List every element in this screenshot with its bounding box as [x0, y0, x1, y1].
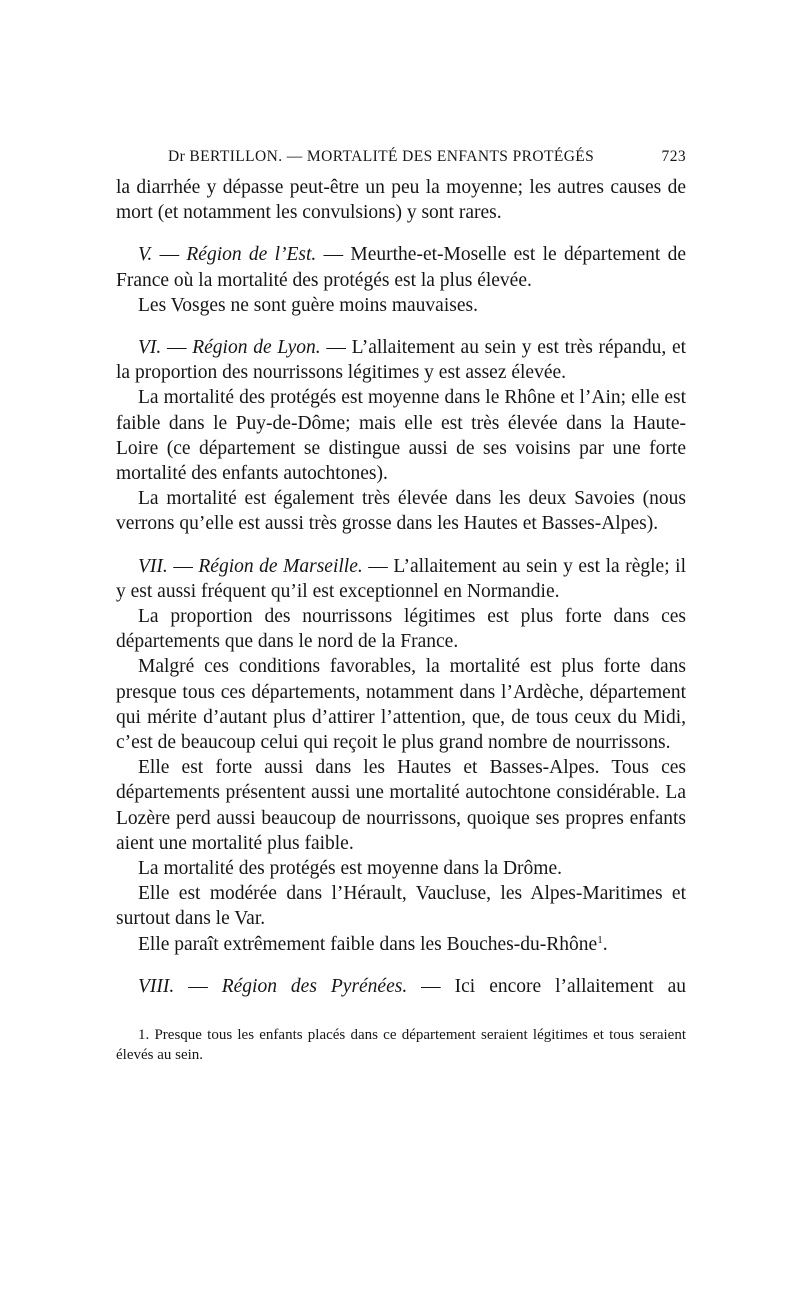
footnote-text: 1. Presque tous les enfants placés dans ce département seraient légitimes et tous seraient élevés au sein. — [116, 1027, 686, 1064]
section-number: VII. — [138, 555, 168, 577]
paragraph — [116, 654, 686, 755]
section-title: Région de Marseille. — [198, 555, 363, 577]
paragraph — [116, 293, 686, 318]
footnote — [116, 1025, 686, 1065]
paragraph-text: la diarrhée y dépasse peut-être un peu la moyenne; les autres causes de mort (et notamment les convulsions) y sont rares. — [116, 177, 686, 224]
paragraph-text: Elle est forte aussi dans les Hautes et Basses-Alpes. Tous ces départements présentent aussi une mortalité autochtone considérable. La Lozère perd aussi beaucoup de nourrissons, quoique ses propres enfants aient une mortalité plus faible. — [116, 757, 686, 854]
paragraph — [116, 755, 686, 856]
paragraph-text: Ici encore l’allaitement au — [454, 975, 687, 997]
running-header — [116, 148, 686, 170]
section-paragraph-vii: VII. — Région de Marseille. — L’allaitement au sein y est la règle; il y est aussi fréquent qu’il est exceptionnel en Normandie. — [116, 555, 686, 602]
section-title: Région de l’Est. — [186, 244, 317, 266]
paragraph-text: Les Vosges ne sont guère moins mauvaises. — [138, 294, 478, 316]
paragraph-text: Meurthe-et-Moselle est le département de France où la mortalité des protégés est la plus élevée. — [116, 244, 687, 291]
paragraph-text: Malgré ces conditions favorables, la mortalité est plus forte dans presque tous ces départements, notamment dans l’Ardèche, département qui mérite d’autant plus d’attirer l’attention, que, de tous ceux du Midi, c’est de beaucoup celui qui reçoit le plus grand nombre de nourrissons. — [116, 656, 686, 754]
book-page — [116, 148, 686, 1065]
paragraph — [116, 385, 686, 486]
paragraph-text: La mortalité des protégés est moyenne dans la Drôme. — [138, 858, 562, 880]
paragraph — [116, 856, 686, 881]
section-number: VI. — [138, 337, 162, 359]
paragraph — [116, 486, 686, 536]
page-number: 723 — [661, 148, 686, 165]
paragraph — [116, 881, 686, 931]
section-title: Région de Lyon. — [192, 337, 321, 359]
paragraph-text: La mortalité est également très élevée dans les deux Savoies (nous verrons qu’elle est aussi très grosse dans les Hautes et Basses-Alpes). — [116, 488, 686, 535]
running-title: Dr BERTILLON. — MORTALITÉ DES ENFANTS PROTÉGÉS — [168, 148, 595, 165]
section-paragraph-v: V. — Région de l’Est. — Meurthe-et-Moselle est le département de France où la mortalité des protégés est la plus élevée. — [116, 244, 687, 291]
paragraph-text: La mortalité des protégés est moyenne dans le Rhône et l’Ain; elle est faible dans le Puy-de-Dôme; mais elle est très élevée dans la Haute-Loire (ce département se distingue aussi de ses voisins par une forte mortalité des enfants autochtones). — [116, 387, 686, 485]
paragraph-text: Elle est modérée dans l’Hérault, Vaucluse, les Alpes-Maritimes et surtout dans le Var. — [116, 883, 686, 930]
paragraph — [116, 175, 686, 225]
section-paragraph-vi: VI. — Région de Lyon. — L’allaitement au sein y est très répandu, et la proportion des nourrissons légitimes y est assez élevée. — [116, 337, 687, 384]
paragraph-text: Elle paraît extrêmement faible dans les Bouches-du-Rhône — [138, 933, 598, 955]
paragraph-text: L’allaitement au sein y est très répandu, et la proportion des nourrissons légitimes y est assez élevée. — [116, 337, 687, 384]
paragraph-end-punctuation: . — [602, 933, 608, 955]
section-number: V. — [138, 244, 153, 266]
body-text — [116, 175, 686, 999]
section-paragraph-viii: VIII. — Région des Pyrénées. — Ici encore l’allaitement au — [138, 975, 687, 997]
paragraph — [116, 604, 686, 654]
section-number: VIII. — [138, 975, 175, 997]
footnote-reference: 1 — [597, 933, 603, 946]
footnotes — [116, 1025, 686, 1065]
paragraph — [116, 932, 686, 957]
section-title: Région des Pyrénées. — [221, 975, 408, 997]
paragraph-text: La proportion des nourrissons légitimes est plus forte dans ces départements que dans le nord de la France. — [116, 606, 686, 653]
paragraph-text: L’allaitement au sein y est la règle; il y est aussi fréquent qu’il est exceptionnel en Normandie. — [116, 555, 686, 602]
